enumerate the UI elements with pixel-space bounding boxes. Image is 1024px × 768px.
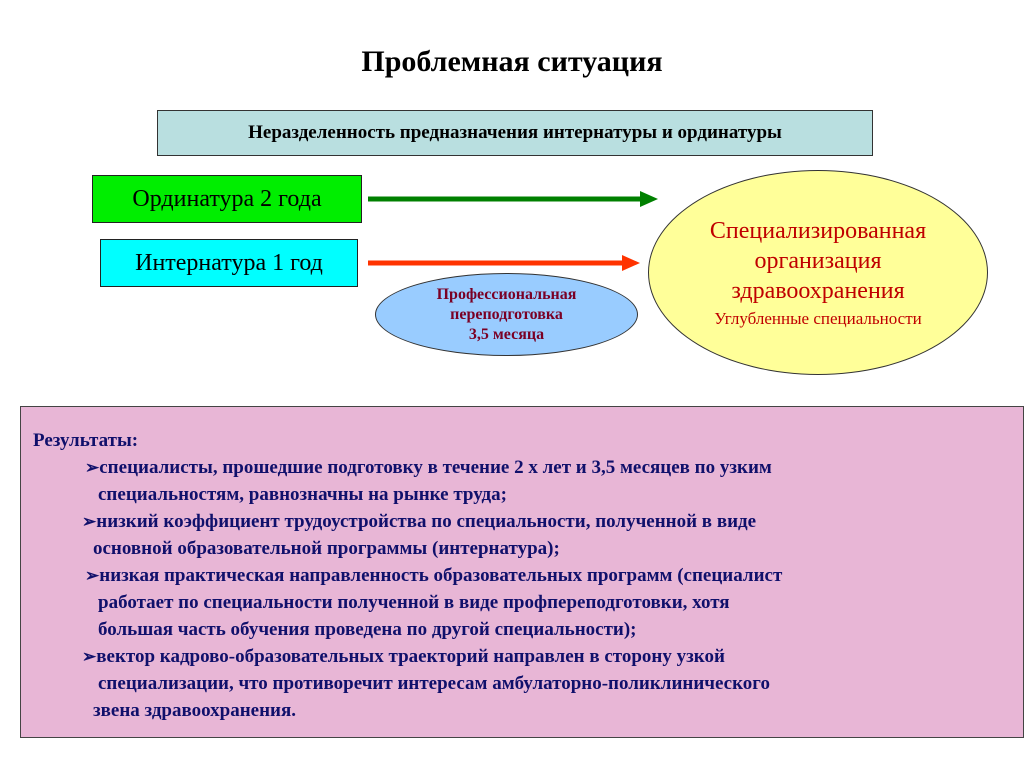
organization-subtitle: Углубленные специальности <box>714 308 922 328</box>
result-item <box>33 454 1023 508</box>
retraining-line-3: 3,5 месяца <box>468 325 545 343</box>
residency-arrowhead <box>640 191 658 207</box>
results-panel <box>20 406 1024 738</box>
organization-line-3: здравоохранения <box>731 277 905 304</box>
arrow-bullet-icon: ➢ <box>82 647 97 666</box>
result-item <box>33 508 1023 562</box>
result-item <box>33 643 1023 724</box>
problem-banner: Неразделенность предназначения интернатуры и ординатуры <box>157 110 873 156</box>
internship-arrowhead <box>622 255 640 271</box>
result-line: низкий коэффициент трудоустройства по специальности, полученной в виде <box>96 511 757 532</box>
organization-line-2: организация <box>754 247 882 274</box>
result-line: работает по специальности полученной в виде профпереподготовки, хотя <box>98 592 730 613</box>
retraining-ellipse <box>375 273 638 356</box>
result-item <box>33 562 1023 643</box>
page-title: Проблемная ситуация <box>361 45 663 78</box>
internship-box: Интернатура 1 год <box>100 239 358 287</box>
result-line: низкая практическая направленность образовательных программ (специалист <box>99 565 783 586</box>
arrow-bullet-icon: ➢ <box>85 458 100 477</box>
result-line: большая часть обучения проведена по другой специальности); <box>98 619 637 640</box>
result-line: специализации, что противоречит интересам амбулаторно-поликлинического <box>98 673 770 694</box>
organization-line-1: Специализированная <box>709 217 927 244</box>
result-line: основной образовательной программы (интернатура); <box>93 538 560 559</box>
result-line: вектор кадрово-образовательных траекторий направлен в сторону узкой <box>96 646 725 667</box>
arrow-bullet-icon: ➢ <box>82 512 97 531</box>
result-line: специалисты, прошедшие подготовку в течение 2 х лет и 3,5 месяцев по узким <box>99 457 772 478</box>
residency-box: Ординатура 2 года <box>92 175 362 223</box>
organization-ellipse <box>648 170 988 375</box>
result-line: специальностям, равнозначны на рынке труда; <box>98 484 507 505</box>
retraining-line-1: Профессиональная <box>436 285 577 303</box>
results-title: Результаты: <box>33 430 139 451</box>
retraining-line-2: переподготовка <box>450 305 563 323</box>
arrow-bullet-icon: ➢ <box>85 566 100 585</box>
result-line: звена здравоохранения. <box>93 700 297 721</box>
